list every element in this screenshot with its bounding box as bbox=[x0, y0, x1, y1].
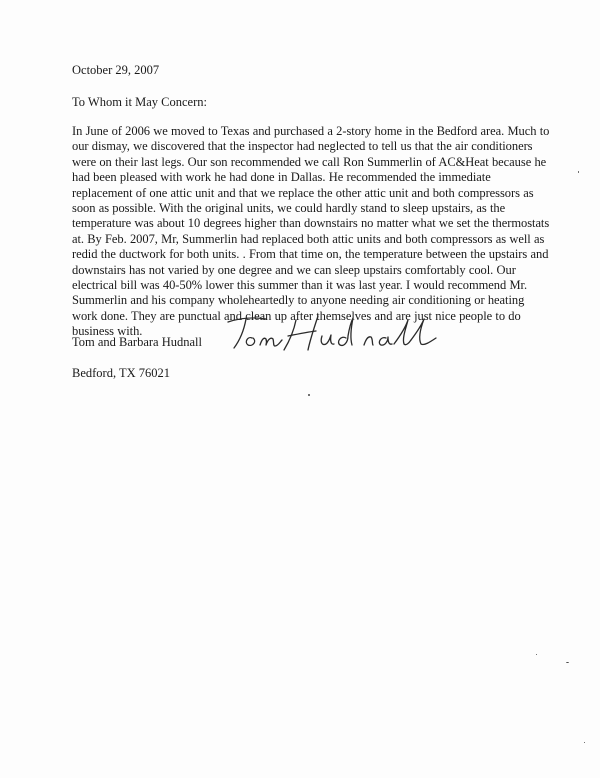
letter-body: In June of 2006 we moved to Texas and purchased a 2-story home in the Bedford area. Much to our dismay, we discovered that the inspector had neglected to tell us that the air conditioners were on their last legs. Our son recommended we call Ron Summerlin of AC&Heat because he had been pleased with work he had done in Dallas. He recommended the immediate replacement of one attic unit and that we replace the other attic unit and both compressors as soon as possible. With the original units, we could hardly stand to sleep upstairs, as the temperature was about 10 degrees higher than downstairs no matter what we set the thermostats at. By Feb. 2007, Mr, Summerlin had replaced both attic units and both compressors as well as redid the ductwork for both units. . From that time on, the temperature between the upstairs and downstairs has not varied by one degree and we can sleep upstairs comfortably cool. Our electrical bill was 40-50% lower this summer than it was last year. I would recommend Mr. Summerlin and his company wholeheartedly to anyone needing air conditioning or heating work done. They are punctual and clean up after themselves and are just nice people to do business with. bbox=[72, 124, 550, 339]
handwritten-signature bbox=[222, 312, 452, 356]
scan-speck bbox=[536, 654, 537, 655]
letter-salutation: To Whom it May Concern: bbox=[72, 95, 207, 109]
scan-speck bbox=[308, 394, 310, 396]
scan-speck bbox=[578, 171, 579, 173]
letter-date: October 29, 2007 bbox=[72, 63, 160, 77]
letter-sender: Tom and Barbara Hudnall bbox=[72, 335, 202, 349]
scan-speck bbox=[584, 742, 585, 743]
letter-address: Bedford, TX 76021 bbox=[72, 366, 171, 380]
scan-speck bbox=[566, 662, 569, 663]
